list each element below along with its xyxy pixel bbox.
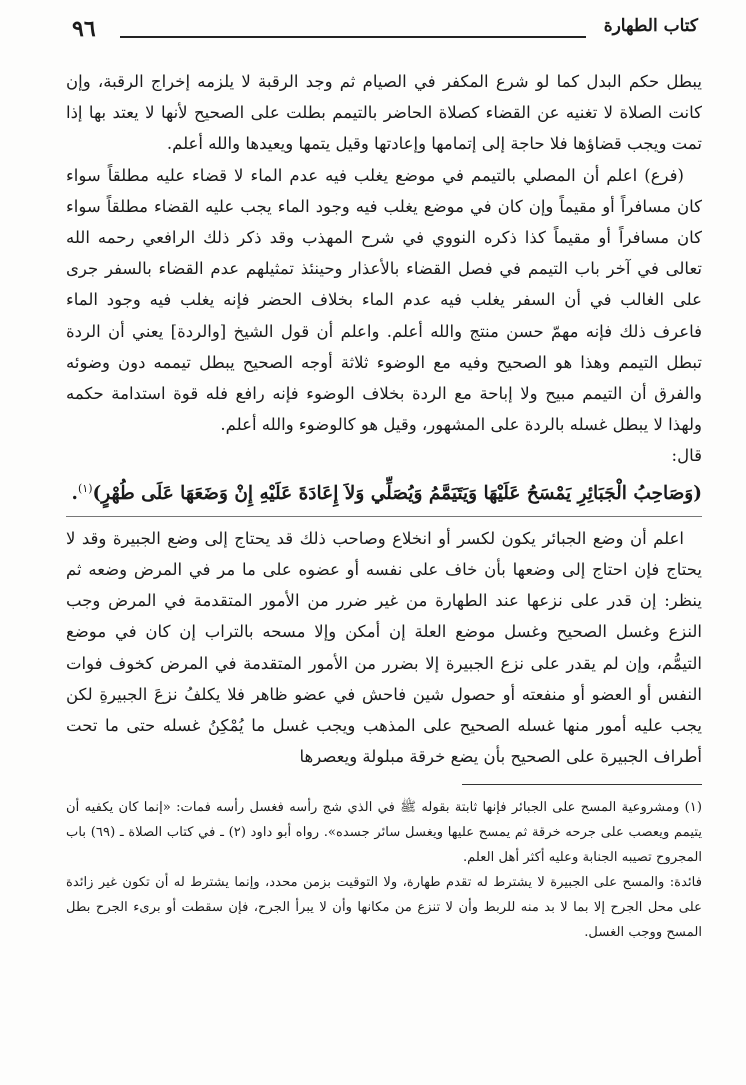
book-page (66, 14, 702, 945)
matn-body: (وَصَاحِبُ الْجَبَائِرِ يَمْسَحُ عَلَيْهَا وَيَتَيَمَّمُ وَيُصَلِّي وَلاَ إِعَادَةَ عَلَيْهِ إِنْ وَضَعَهَا عَلَى طُهْرٍ) (92, 482, 702, 504)
footnote-1: (١) ومشروعية المسح على الجبائر فإنها ثابتة بقوله ﷺ في الذي شج رأسه فغسل رأسه فمات: «إنما كان يكفيه أن يتيمم ويعصب على جرحه خرقة ثم يمسح عليها ويغسل سائر جسده». رواه أبو داود (٢) ـ في كتاب الصلاة ـ (٦٩) باب المجروح تصيبه الجنابة وعليه أكثر أهل العلم. (66, 800, 702, 866)
main-text (66, 66, 702, 772)
page-header (66, 14, 702, 44)
paragraph-3: اعلم أن وضع الجبائر يكون لكسر أو انخلاع وصاحب ذلك قد يحتاج إلى وضع الجبيرة وقد لا يحتاج فإن احتاج إلى وضعها بأن خاف على نفسه أو عضوه على ما مر في المرض وضعه ثم ينظر: إن قدر على نزعها عند الطهارة من غير ضرر من الأمور المتقدمة في المرض وجب النزع وغسل الصحيح وغسل موضع العلة إن أمكن وإلا مسحه بالتراب إن كان في موضع التيمُّم، وإن لم يقدر على نزع الجبيرة إلا بضرر من الأمور المتقدمة في المرض كخوف فوات النفس أو العضو أو منفعته أو حصول شين فاحش في عضو ظاهر فلا يكلفُ نزعَ الجبيرةِ لكن يجب عليه أمور منها غسله الصحيح على المذهب ويجب غسل ما يُمْكِنُ غسله حتى ما تحت أطراف الجبيرة على الصحيح بأن يضع خرقة مبلولة ويعصرها (66, 528, 702, 767)
header-rule (120, 36, 586, 38)
footnote-benefit: فائدة: والمسح على الجبيرة لا يشترط له تقدم طهارة، ولا التوقيت بزمن محدد، وإنما يشترط له أن تكون غير زائدة على محل الجرح إلا بما لا بد منه للربط وأن لا تنزع من مكانها وأن لا يبرأ الجرح، فإن سقطت أو برىء الجرح بطل المسح ووجب الغسل. (66, 875, 702, 941)
footnote-rule (462, 784, 702, 785)
paragraph-1: يبطل حكم البدل كما لو شرع المكفر في الصيام ثم وجد الرقبة لا يلزمه إخراج الرقبة، وإن كانت الصلاة لا تغنيه عن القضاء كصلاة الحاضر بالتيمم بطلت على الصحيح لأنها لا يعتد بها إذا تمت ويجب قضاؤها فلا حاجة إلى إتمامها وإعادتها وقيل يتمها ويعيدها والله أعلم. (66, 72, 702, 154)
section-divider (66, 516, 702, 517)
matn-end: . (71, 482, 78, 504)
page-number: ٩٦ (72, 16, 96, 42)
matn-footnote-marker: (١) (77, 481, 93, 495)
paragraph-2: (فرع) اعلم أن المصلي بالتيمم في موضع يغلب فيه عدم الماء لا قضاء عليه مطلقاً سواء كان مسافراً أو مقيماً وإن كان في موضع يغلب فيه وجود الماء يجب عليه القضاء مطلقاً سواء كان مسافراً أو مقيماً كذا ذكره النووي في شرح المهذب وقد ذكر ذلك الرافعي رحمه الله تعالى في آخر باب التيمم في فصل القضاء بالأعذار وحينئذ تمثيلهم عدم القضاء بالسفر جرى على الغالب في أن السفر يغلب فيه عدم الماء بخلاف الحضر فإنه يغلب فيه وجود الماء فاعرف ذلك فإنه مهمّ حسن منتج والله أعلم. واعلم أن قول الشيخ [والردة] يعني أن الردة تبطل التيمم وهذا هو الصحيح وفيه مع الوضوء ثلاثة أوجه الصحيح يبطل تيممه دون وضوئه والفرق أن التيمم مبيح ولا إباحة مع الردة بخلاف الوضوء فإنه رافع فله قوة استدامة حكمه ولهذا لا يبطل غسله بالردة على المشهور، وقيل هو كالوضوء والله أعلم. (66, 165, 702, 435)
qal-label: قال: (671, 446, 702, 466)
footnotes (66, 795, 702, 945)
matn-text (66, 472, 702, 510)
chapter-title: كتاب الطهارة (603, 16, 698, 36)
